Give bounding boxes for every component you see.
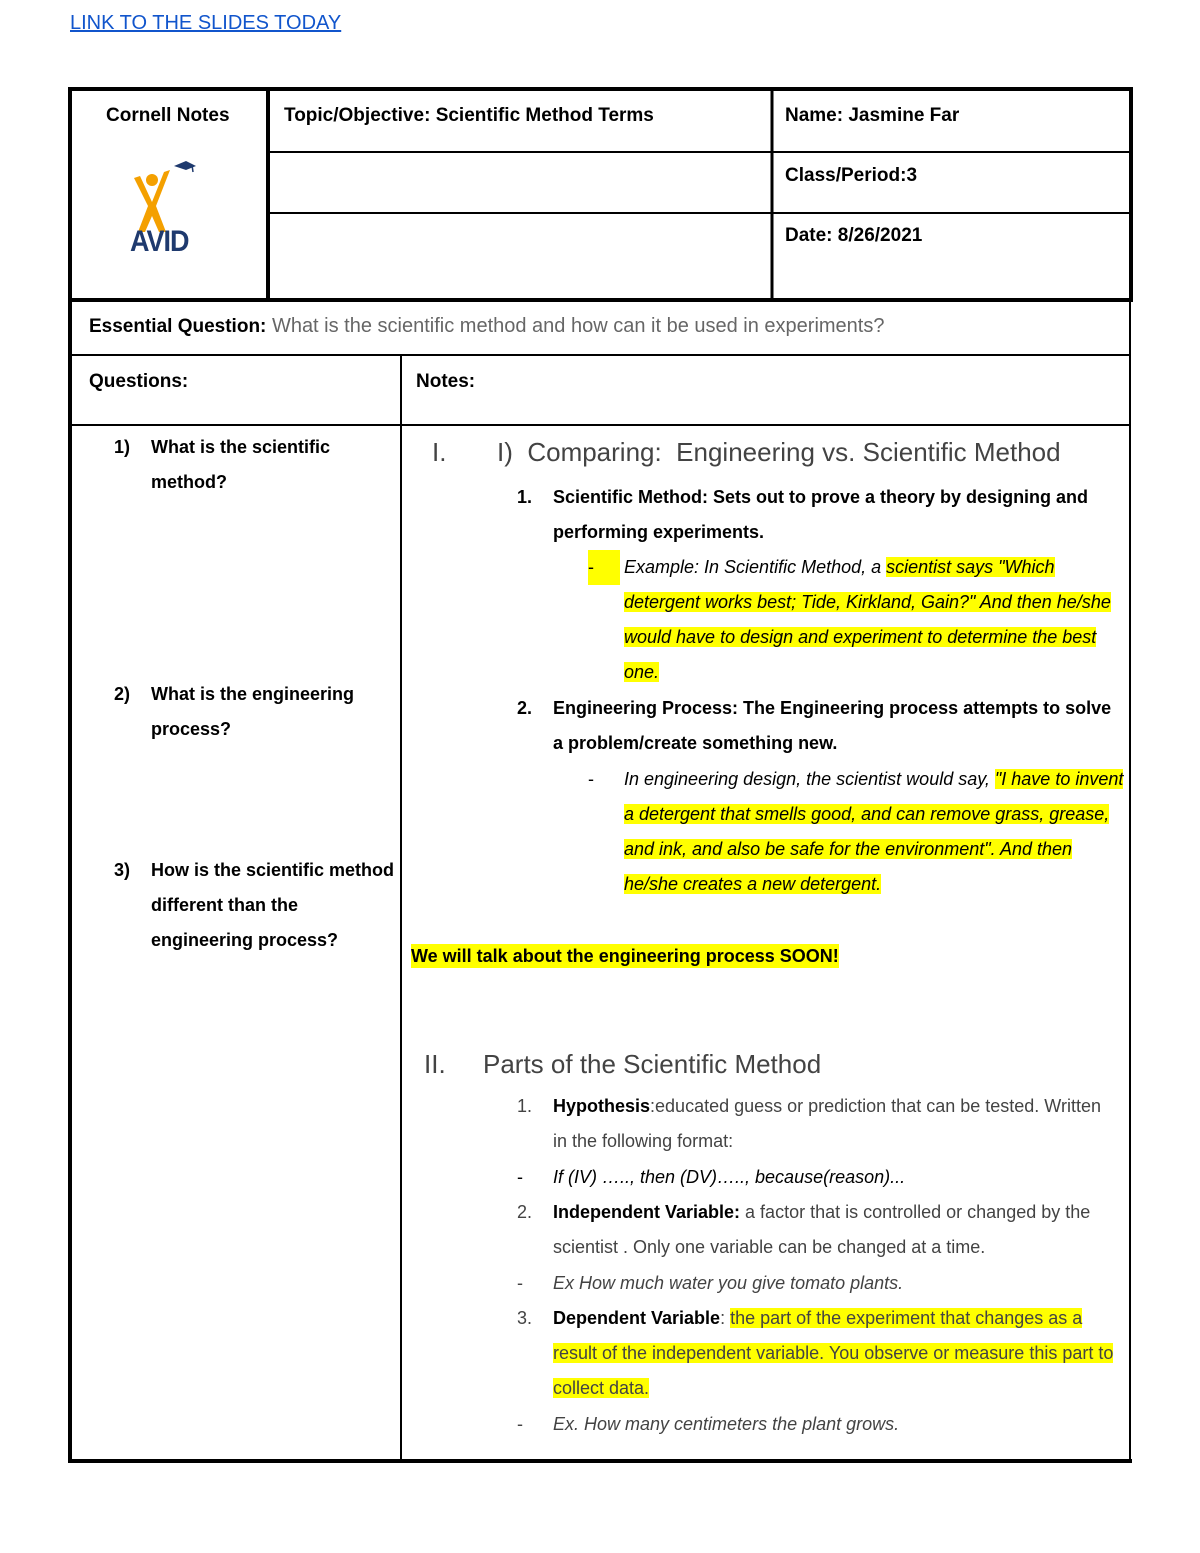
item-number: 3. (517, 1308, 533, 1328)
question-text: What is the engineering process? (151, 684, 355, 739)
dependent-variable-term: Dependent Variable (553, 1308, 721, 1328)
item-number: 2. (517, 1202, 533, 1222)
essential-question-label: Essential Question: (89, 316, 267, 337)
example-text (624, 550, 1119, 690)
question-item (114, 430, 394, 500)
section-2-numeral: II. (424, 1049, 446, 1079)
cornell-notes-title: Cornell Notes (106, 105, 230, 126)
dependent-variable-definition: the part of the experiment that changes as a result of the independent variable. You observe or measure this part to collect data. (553, 1308, 1114, 1398)
question-text: What is the scientific method? (151, 437, 331, 492)
hypothesis-definition: :educated guess or prediction that can be tested. Written in the following format: (553, 1096, 1101, 1151)
example-engineering (588, 762, 1123, 902)
item-number: 1. (517, 1096, 533, 1116)
item-text: Scientific Method: Sets out to prove a theory by designing and performing experiments. (553, 487, 1089, 542)
question-number: 1) (114, 437, 131, 457)
item-text (553, 1195, 1113, 1265)
questions-header: Questions: (89, 371, 189, 392)
name-label: Name: (785, 105, 844, 126)
hypothesis-term: Hypothesis (553, 1096, 651, 1116)
dependent-variable-colon: : (720, 1308, 731, 1328)
slides-link[interactable]: LINK TO THE SLIDES TODAY (70, 12, 342, 34)
date-field (785, 225, 922, 247)
example-text (624, 762, 1124, 902)
example-dash: - (588, 769, 594, 789)
example-text-plain: Example: In Scientific Method, a (624, 557, 887, 577)
topic-value: Scientific Method Terms (435, 105, 654, 126)
item-text (553, 1301, 1125, 1406)
item-number: 2. (517, 698, 533, 718)
hypothesis-format-text: If (IV) ….., then (DV)….., because(reason)... (553, 1167, 906, 1187)
question-item (114, 853, 394, 958)
name-value: Jasmine Far (848, 105, 960, 126)
example-text-highlight: "I have to invent a detergent that smells good, and can remove grass, grease, and ink, and also be safe for the environment". And then he/she creates a new detergent. (624, 769, 1124, 894)
item-text (553, 1089, 1113, 1159)
independent-variable-definition: a factor that is controlled or changed by the scientist . Only one variable can be changed at a time. (553, 1202, 1091, 1257)
date-label: Date: (785, 225, 833, 246)
example-text-plain: In engineering design, the scientist would say, (624, 769, 995, 789)
name-field (785, 105, 959, 127)
item-text: Engineering Process: The Engineering process attempts to solve a problem/create something new. (553, 698, 1112, 753)
item-dash: - (517, 1167, 523, 1187)
class-period-field (785, 165, 917, 187)
question-number: 3) (114, 860, 131, 880)
avid-logo (126, 158, 198, 258)
essential-question (89, 315, 885, 338)
question-item (114, 677, 394, 747)
independent-variable-item (517, 1195, 1117, 1265)
dependent-variable-example-text: Ex. How many centimeters the plant grows. (553, 1414, 900, 1434)
topic-label: Topic/Objective: (284, 105, 431, 126)
item-number: 1. (517, 487, 533, 507)
dependent-variable-item (517, 1301, 1117, 1406)
essential-question-text: What is the scientific method and how can it be used in experiments? (271, 315, 885, 337)
section-2-title: Parts of the Scientific Method (483, 1049, 822, 1079)
item-dash: - (517, 1273, 523, 1293)
class-value: 3 (906, 165, 918, 186)
date-value: 8/26/2021 (837, 225, 923, 246)
independent-variable-example-text: Ex How much water you give tomato plants. (553, 1273, 904, 1293)
notes-header: Notes: (416, 371, 476, 392)
section-1-title: I) Comparing: Engineering vs. Scientific Method (497, 437, 1061, 467)
item-dash: - (517, 1414, 523, 1434)
avid-logo-text: AVID (130, 224, 189, 258)
question-text: How is the scientific method different than the engineering process? (151, 860, 395, 950)
notes-item-engineering-process (517, 691, 1117, 761)
independent-variable-example (517, 1266, 1117, 1301)
example-text-highlight: scientist says "Which detergent works best; Tide, Kirkland, Gain?" And then he/she would have to design and experiment to determine the best one. (624, 557, 1111, 682)
example-dash: - (588, 550, 620, 585)
hypothesis-format (517, 1160, 1117, 1195)
engineering-soon-note: We will talk about the engineering process SOON! (411, 946, 839, 966)
independent-variable-term: Independent Variable: (553, 1202, 741, 1222)
section-1-numeral: I. (432, 437, 447, 467)
example-scientific-method (588, 550, 1123, 690)
dependent-variable-example (517, 1407, 1117, 1442)
hypothesis-item (517, 1089, 1117, 1159)
question-number: 2) (114, 684, 131, 704)
notes-item-scientific-method (517, 480, 1117, 550)
class-label: Class/Period: (785, 165, 907, 186)
topic-objective (284, 105, 654, 127)
